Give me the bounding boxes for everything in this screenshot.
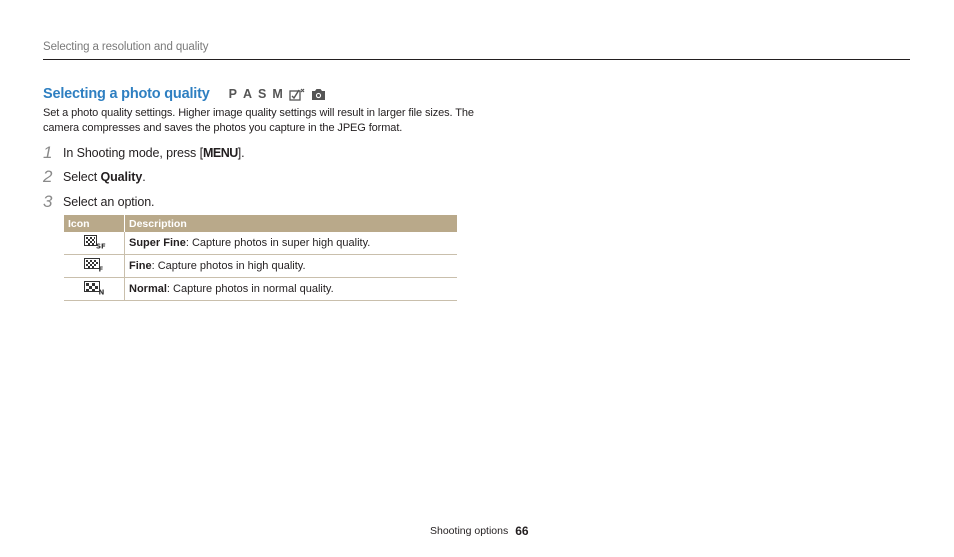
step-2 [43, 167, 146, 187]
quality-term: Quality [100, 170, 143, 184]
row-icon-cell [64, 232, 125, 255]
row-icon-cell [64, 278, 125, 301]
step-text-post: ]. [237, 146, 245, 160]
camera-icon [311, 88, 326, 101]
step-1 [43, 143, 245, 163]
running-header: Selecting a resolution and quality [43, 41, 209, 53]
fine-quality-icon [84, 258, 104, 272]
header-icon: Icon [64, 215, 125, 232]
step-text [63, 170, 146, 184]
step-number: 1 [43, 143, 53, 162]
smart-scene-icon [289, 88, 305, 101]
step-number: 3 [43, 192, 53, 211]
row-description [125, 278, 458, 301]
mode-a: A [242, 87, 252, 101]
step-text: Select an option. [63, 195, 155, 209]
table-header-row [64, 215, 457, 232]
row-description [125, 232, 458, 255]
table-row [64, 232, 457, 255]
header-divider [43, 59, 910, 60]
option-desc: : Capture photos in high quality. [151, 260, 306, 272]
svg-text:F: F [98, 265, 104, 273]
table-row [64, 255, 457, 278]
mode-m: M [272, 87, 283, 101]
row-icon-cell [64, 255, 125, 278]
page-number: 66 [515, 524, 529, 538]
quality-options-table [64, 215, 457, 301]
footer-label: Shooting options [430, 525, 509, 537]
menu-key: MENU [202, 146, 238, 160]
intro-paragraph: Set a photo quality settings. Higher image quality settings will result in larger file sizes. The camera compresses and saves the photos you capture in the JPEG format. [43, 107, 474, 134]
svg-text:SF: SF [96, 242, 106, 250]
option-name: Normal [129, 283, 167, 295]
option-desc: : Capture photos in super high quality. [185, 237, 371, 249]
row-description [125, 255, 458, 278]
step-text [63, 146, 245, 160]
section-title-text: Selecting a photo quality [43, 86, 210, 102]
step-text-post: . [142, 170, 146, 184]
mode-indicators [229, 87, 326, 101]
header-description: Description [125, 215, 458, 232]
step-3 [43, 192, 154, 212]
normal-quality-icon [84, 281, 104, 295]
super-fine-quality-icon [84, 235, 104, 249]
mode-p: P [228, 87, 237, 101]
step-text-pre: Select [63, 170, 101, 184]
mode-s: S [257, 87, 267, 101]
option-desc: : Capture photos in normal quality. [166, 283, 334, 295]
section-title [43, 86, 326, 102]
table-row [64, 278, 457, 301]
option-name: Fine [129, 260, 152, 272]
step-text-pre: In Shooting mode, press [ [63, 146, 203, 160]
step-number: 2 [43, 167, 53, 186]
page-footer [430, 524, 529, 538]
option-name: Super Fine [129, 237, 186, 249]
svg-text:N: N [98, 288, 105, 296]
